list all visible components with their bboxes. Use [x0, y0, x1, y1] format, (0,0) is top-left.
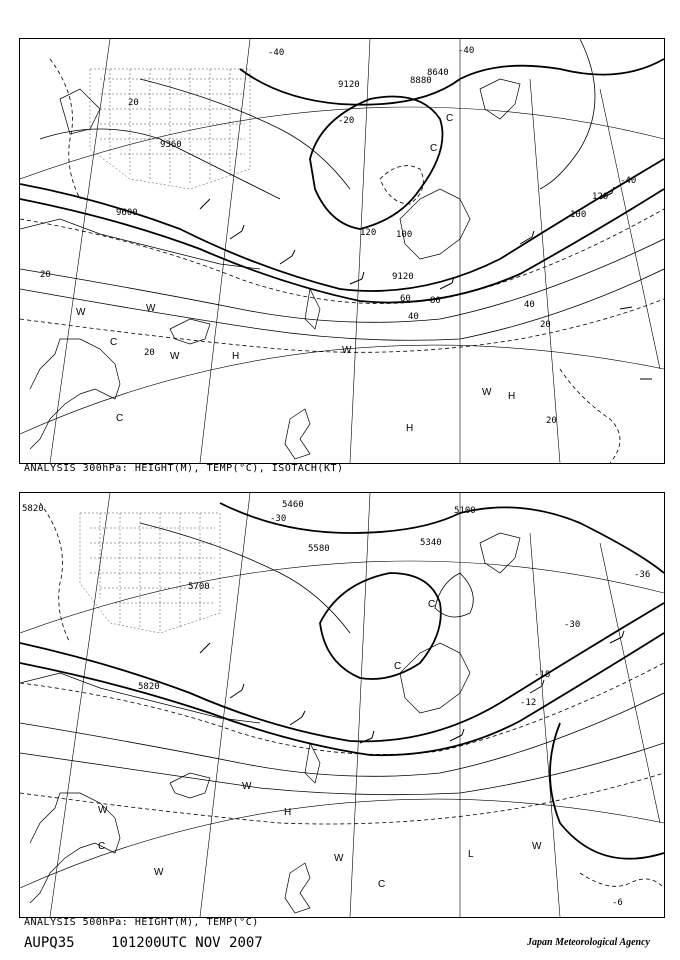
pressure-symbols: [98, 599, 542, 890]
warm-symbol: W: [98, 805, 108, 816]
height-label: 9120: [392, 272, 414, 282]
pressure-symbols: [76, 113, 515, 434]
warm-symbol: W: [154, 867, 164, 878]
cold-symbol: C: [378, 879, 386, 890]
temperature-label: -20: [338, 116, 355, 126]
cold-hatch-area: [80, 513, 220, 633]
temperature-label: -30: [564, 620, 581, 630]
high-symbol: H: [508, 391, 516, 402]
isotach-labels: [40, 98, 608, 426]
map-300hpa-chart: [20, 39, 664, 463]
high-symbol: H: [406, 423, 414, 434]
high-symbol: H: [284, 807, 292, 818]
height-labels: [116, 68, 449, 282]
isotach-label: 20: [144, 348, 155, 358]
temperature-label: -40: [268, 48, 285, 58]
warm-symbol: W: [170, 351, 180, 362]
height-label: 5580: [308, 544, 330, 554]
map-500hpa-chart: [20, 493, 664, 917]
height-label: 9360: [160, 140, 182, 150]
isotach-label: 20: [540, 320, 551, 330]
height-label: 5820: [22, 504, 44, 514]
height-label: 9600: [116, 208, 138, 218]
coastlines: [20, 79, 520, 459]
temperature-label: -40: [458, 46, 475, 56]
low-symbol: L: [468, 849, 474, 860]
cold-symbol: C: [430, 143, 438, 154]
temperature-label: -36: [634, 570, 651, 580]
cold-symbol: C: [110, 337, 118, 348]
temperature-label: -6: [612, 898, 623, 908]
map-panel-300hpa: [19, 38, 665, 464]
isotach-label: 40: [408, 312, 419, 322]
temperature-label: -40: [620, 176, 637, 186]
warm-symbol: W: [334, 853, 344, 864]
warm-symbol: W: [146, 303, 156, 314]
warm-symbol: W: [482, 387, 492, 398]
isotach-label: 100: [570, 210, 587, 220]
map-panel-500hpa: [19, 492, 665, 918]
graticule: [20, 39, 664, 463]
height-label: 9120: [338, 80, 360, 90]
cold-symbol: C: [394, 661, 402, 672]
height-label: 8880: [410, 76, 432, 86]
cold-symbol: C: [98, 841, 106, 852]
isotach-label: 100: [396, 230, 413, 240]
height-label: 5700: [188, 582, 210, 592]
isotach-label: 120: [592, 192, 609, 202]
cold-symbol: C: [446, 113, 454, 124]
height-contours: [20, 503, 664, 859]
height-label: 8640: [427, 68, 449, 78]
warm-symbol: W: [532, 841, 542, 852]
caption-300hpa: ANALYSIS 300hPa: HEIGHT(M), TEMP(°C), ISOTACH(KT): [24, 463, 344, 474]
isotach-contours: [20, 59, 664, 302]
cold-symbol: C: [116, 413, 124, 424]
height-contours-thin: [20, 523, 664, 795]
isotach-label: 20: [128, 98, 139, 108]
isotach-label: 20: [40, 270, 51, 280]
wind-barbs: [200, 631, 624, 743]
isotach-label: 120: [360, 228, 377, 238]
cold-symbol: C: [428, 599, 436, 610]
warm-symbol: W: [76, 307, 86, 318]
caption-500hpa: ANALYSIS 500hPa: HEIGHT(M), TEMP(°C): [24, 917, 259, 928]
product-code: AUPQ35: [24, 935, 75, 951]
height-label: 5820: [138, 682, 160, 692]
temperature-label: -30: [270, 514, 287, 524]
warm-symbol: W: [342, 345, 352, 356]
height-label: 5100: [454, 506, 476, 516]
isotach-label: 40: [524, 300, 535, 310]
isotach-label: 80: [430, 296, 441, 306]
height-label: 5340: [420, 538, 442, 548]
high-symbol: H: [232, 351, 240, 362]
isotach-label: 60: [400, 294, 411, 304]
warm-symbol: W: [242, 781, 252, 792]
product-header: [24, 935, 291, 951]
isotach-label: 20: [546, 416, 557, 426]
temperature-label: -12: [520, 698, 537, 708]
valid-time: 101200UTC NOV 2007: [111, 935, 263, 951]
height-label: 5460: [282, 500, 304, 510]
agency-credit: Japan Meteorological Agency: [527, 937, 650, 948]
temperature-label: -18: [534, 670, 551, 680]
